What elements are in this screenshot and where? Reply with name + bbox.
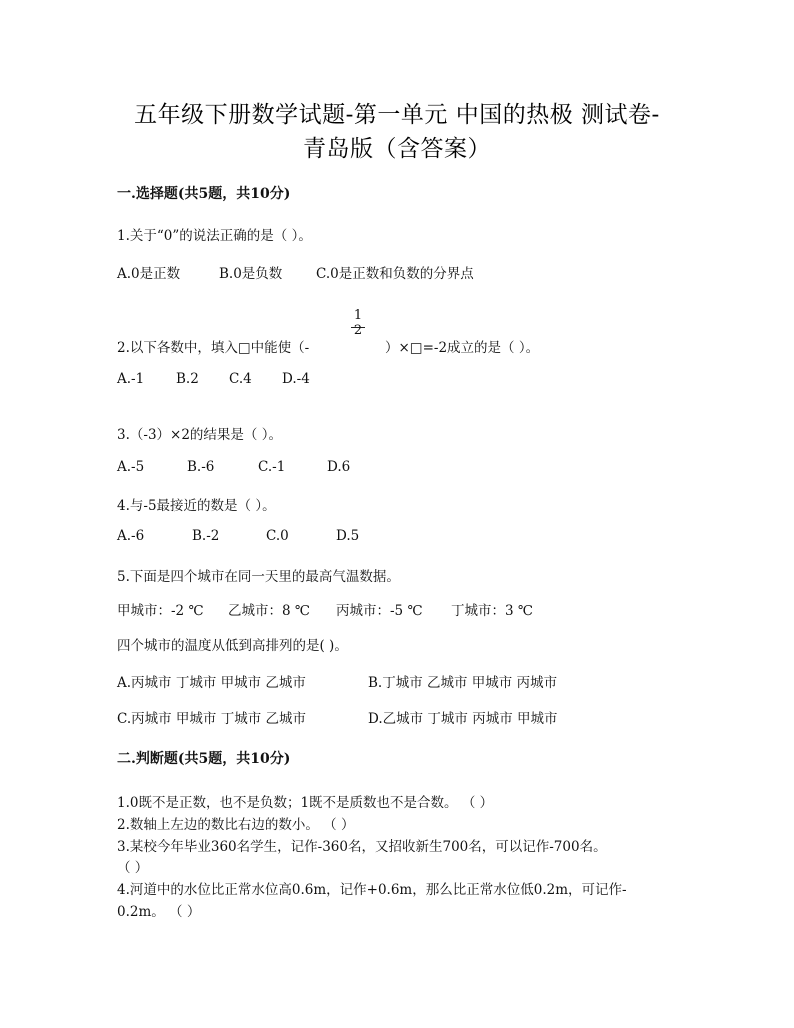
question-3-option-a: A.-5	[117, 459, 145, 475]
question-2-option-a: A.-1	[117, 371, 145, 387]
question-4-option-c: C.0	[266, 528, 289, 544]
question-1-option-c: C.0是正数和负数的分界点	[316, 266, 474, 282]
question-1-option-b: B.0是负数	[219, 266, 283, 282]
question-5-stem: 5.下面是四个城市在同一天里的最高气温数据。	[117, 569, 400, 585]
city-temp-ding: 丁城市：3 ℃	[451, 603, 533, 619]
section-heading-choice: 一.选择题(共5题，共10分)	[117, 186, 291, 202]
question-1-stem: 1.关于“0”的说法正确的是（ ）。	[117, 228, 312, 244]
question-2-stem-before: 2.以下各数中，填入□中能使（-	[117, 340, 310, 356]
fraction-denominator: 2	[353, 323, 363, 338]
city-temp-jia: 甲城市：-2 ℃	[117, 603, 204, 619]
question-4-option-a: A.-6	[117, 528, 145, 544]
question-4-option-d: D.5	[336, 528, 360, 544]
judgement-item-2: 2.数轴上左边的数比右边的数小。 （ ）	[117, 817, 355, 833]
judgement-item-3: 3.某校今年毕业360名学生，记作-360名，又招收新生700名，可以记作-700名。	[117, 839, 607, 855]
question-5-option-b: B.丁城市 乙城市 甲城市 丙城市	[368, 675, 558, 691]
question-5-option-a: A.丙城市 丁城市 甲城市 乙城市	[117, 675, 306, 691]
city-temp-yi: 乙城市：8 ℃	[228, 603, 310, 619]
section-heading-judgement: 二.判断题(共5题，共10分)	[117, 751, 291, 767]
judgement-item-4-cont: 0.2m。 （ ）	[117, 904, 201, 920]
question-3-option-c: C.-1	[258, 459, 286, 475]
question-3-stem: 3.（-3）×2的结果是（ ）。	[117, 427, 282, 443]
question-5-sub: 四个城市的温度从低到高排列的是( )。	[117, 638, 348, 654]
question-4-option-b: B.-2	[192, 528, 220, 544]
question-2-option-b: B.2	[176, 371, 199, 387]
judgement-item-1: 1.0既不是正数，也不是负数；1既不是质数也不是合数。 （ ）	[117, 795, 494, 811]
question-5-option-c: C.丙城市 甲城市 丁城市 乙城市	[117, 711, 307, 727]
city-temp-bing: 丙城市：-5 ℃	[336, 603, 423, 619]
page-title-line-2: 青岛版（含答案）	[303, 136, 491, 162]
question-2-option-d: D.-4	[282, 371, 310, 387]
question-2-stem-after: ）×□=-2成立的是（ ）。	[385, 340, 540, 356]
question-4-stem: 4.与-5最接近的数是（ ）。	[117, 498, 276, 514]
question-2-option-c: C.4	[229, 371, 252, 387]
fraction-numerator: 1	[353, 308, 363, 323]
question-3-option-d: D.6	[327, 459, 351, 475]
question-1-option-a: A.0是正数	[117, 266, 181, 282]
judgement-item-3-bracket: （ ）	[117, 860, 149, 876]
page-title-line-1: 五年级下册数学试题-第一单元 中国的热极 测试卷-	[134, 102, 660, 128]
question-5-option-d: D.乙城市 丁城市 丙城市 甲城市	[368, 711, 558, 727]
judgement-item-4: 4.河道中的水位比正常水位高0.6m，记作+0.6m，那么比正常水位低0.2m，可记作-	[117, 882, 627, 898]
question-3-option-b: B.-6	[187, 459, 215, 475]
